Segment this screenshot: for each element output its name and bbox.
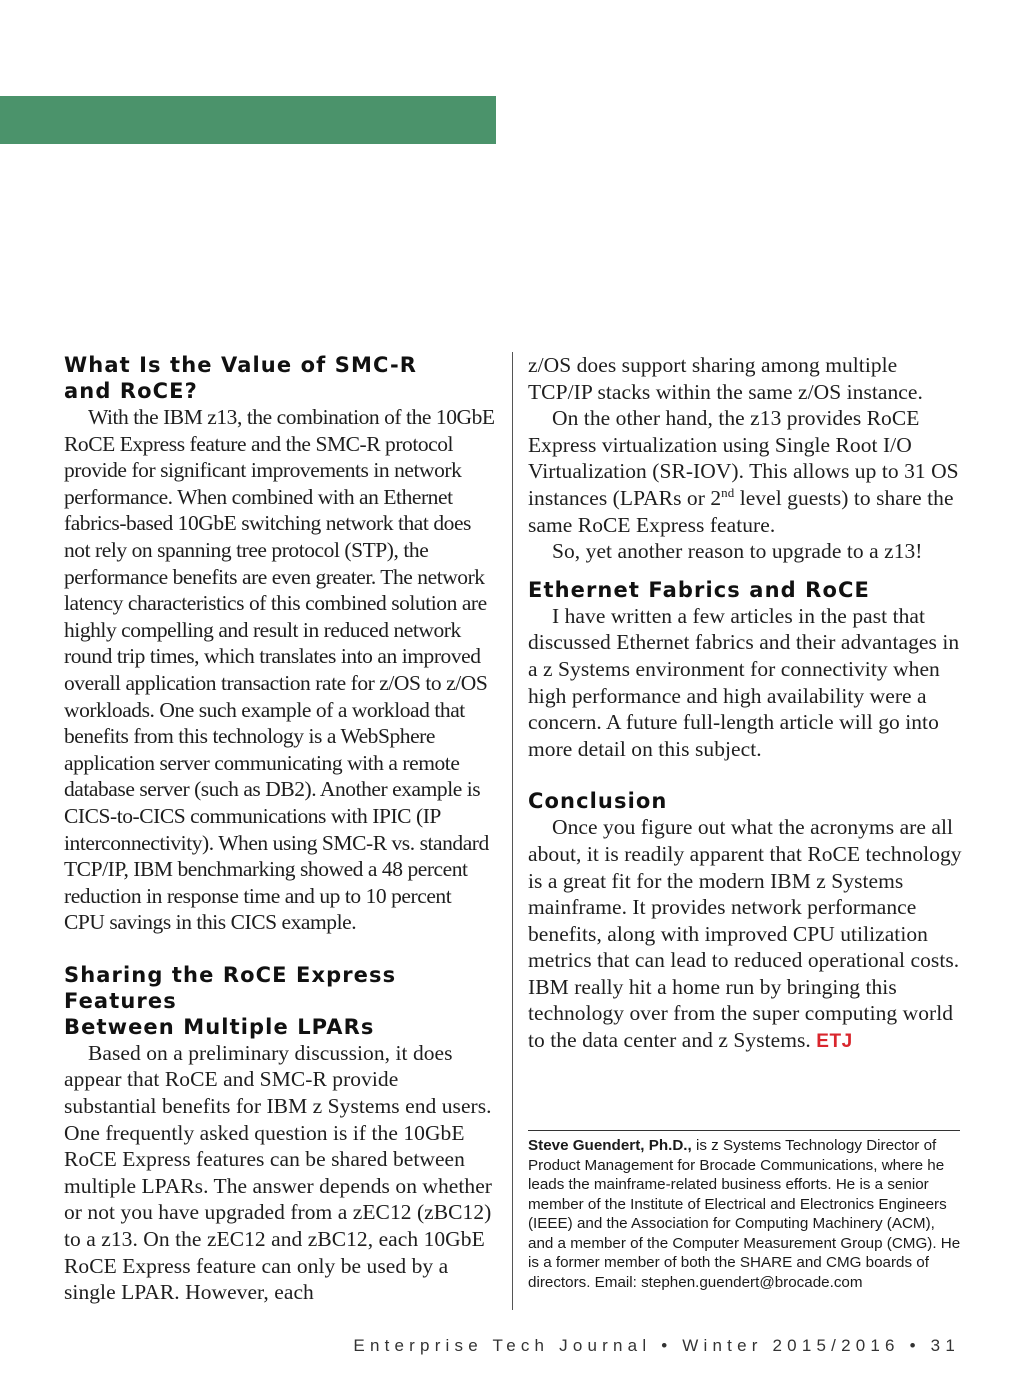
header-accent-bar xyxy=(0,96,496,144)
paragraph xyxy=(528,405,964,538)
heading-line: Sharing the RoCE Express Features xyxy=(64,962,397,1013)
section-heading-conclusion: Conclusion xyxy=(528,789,668,814)
author-name: Steve Guendert, Ph.D., xyxy=(528,1137,692,1154)
paragraph: I have written a few articles in the past that discussed Ethernet fabrics and their advantages in a z Systems environment for connectivity when high performance and high availability were a concern. A future full-length article will go into more detail on this subject. xyxy=(528,603,960,761)
right-column xyxy=(528,352,964,1056)
text-span: Once you figure out what the acronyms are all about, it is readily apparent that RoCE technology is a great fit for the modern IBM z Systems mainframe. It provides network performance benefits, along with improved CPU utilization metrics that can lead to reduced operational costs. IBM really hit a home run by bringing this technology over from the super computing world to the data center and z Systems. xyxy=(528,815,962,1053)
section-heading-sharing xyxy=(64,962,496,1040)
section-heading-ethernet: Ethernet Fabrics and RoCE xyxy=(528,577,870,602)
text-span: level guests) to share the same RoCE Express feature. xyxy=(528,485,954,537)
author-bio-text: is z Systems Technology Director of Product Management for Brocade Communications, where he leads the mainframe-related business efforts. He is a senior member of the Institute of Electrical and Electronics Engineers (IEEE) and the Association for Computing Machinery (ACM), and a member of the Computer Measurement Group (CMG). He is a former member of both the SHARE and CMG boards of directors. Email: stephen.guendert@brocade.com xyxy=(528,1137,961,1291)
page-footer: Enterprise Tech Journal • Winter 2015/2016 • 31 xyxy=(353,1336,960,1355)
heading-line: and RoCE? xyxy=(64,379,198,403)
paragraph: With the IBM z13, the combination of the 10GbE RoCE Express feature and the SMC-R protocol provide for significant improvements in network performance. When combined with an Ethernet fabrics-based 10GbE switching network that does not rely on spanning tree protocol (STP), the performance benefits are even greater. The network latency characteristics of this combined solution are highly compelling and result in reduced network round trip times, which translates into an improved overall application transaction rate for z/OS to z/OS workloads. One such example of a workload that benefits from this technology is a WebSphere application server communicating with a remote database server (such as DB2). Another example is CICS-to-CICS communications with IPIC (IP interconnectivity). When using SMC-R vs. standard TCP/IP, IBM benchmarking showed a 48 percent reduction in response time and up to 10 percent CPU savings in this CICS example. xyxy=(64,405,495,935)
paragraph: z/OS does support sharing among multiple TCP/IP stacks within the same z/OS instance. xyxy=(528,353,923,404)
paragraph xyxy=(528,814,964,1055)
column-divider xyxy=(512,352,513,1310)
bio-divider xyxy=(528,1130,960,1131)
paragraph: So, yet another reason to upgrade to a z13! xyxy=(552,539,923,564)
superscript: nd xyxy=(721,484,735,500)
paragraph: Based on a preliminary discussion, it does appear that RoCE and SMC-R provide substantial benefits for IBM z Systems end users. One frequently asked question is if the 10GbE RoCE Express features can be shared between multiple LPARs. The answer depends on whether or not you have upgraded from a zEC12 (zBC12) to a z13. On the zEC12 and zBC12, each 10GbE RoCE Express feature can only be used by a single LPAR. However, each xyxy=(64,1040,493,1305)
author-bio xyxy=(528,1136,964,1292)
left-column xyxy=(64,352,496,1306)
section-heading-value xyxy=(64,352,496,404)
heading-line: What Is the Value of SMC-R xyxy=(64,353,418,377)
end-mark: ETJ xyxy=(816,1031,853,1053)
text-span: On the other hand, the z13 provides RoCE Express virtualization using Single Root I/O Virtualization (SR-IOV). This allows up to 31 OS instances (LPARs or 2 xyxy=(528,406,959,510)
heading-line: Between Multiple LPARs xyxy=(64,1014,375,1039)
